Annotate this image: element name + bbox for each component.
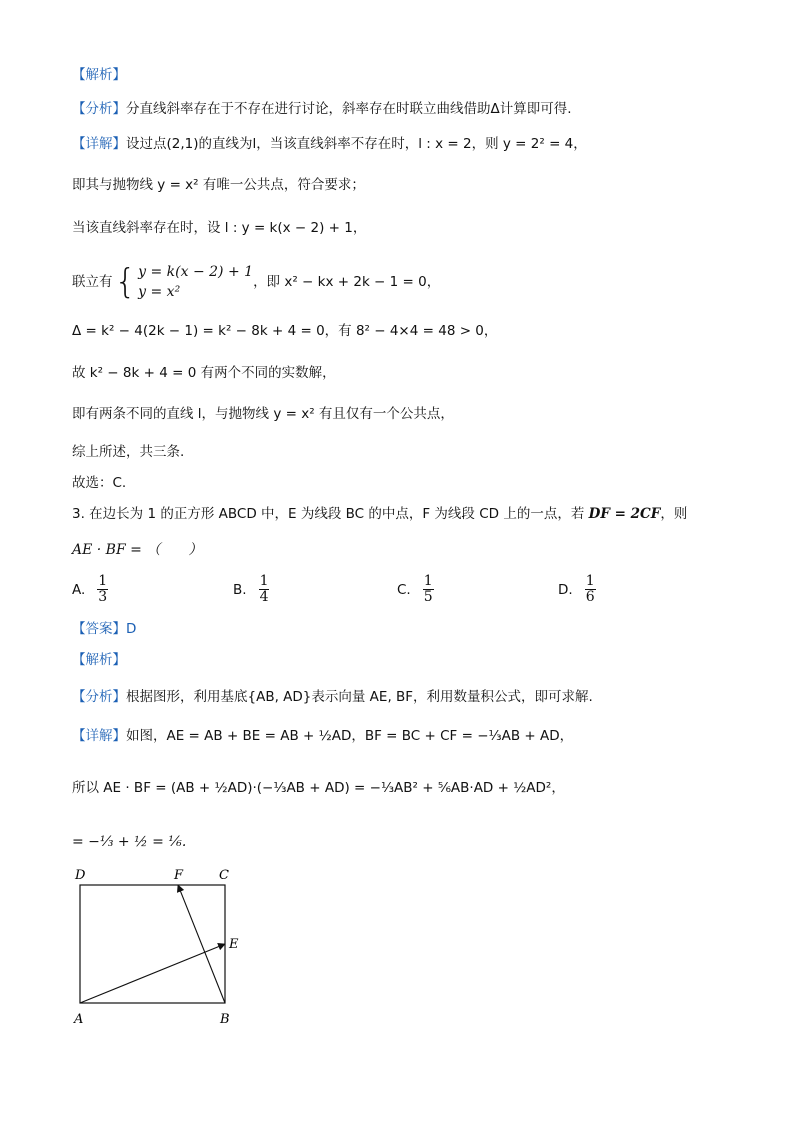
solution-line-3: 当该直线斜率存在时，设 l : y = k(x − 2) + 1， [72, 220, 367, 236]
jiexi-heading: 【解析】 [72, 67, 126, 83]
label-d: D [75, 868, 86, 883]
label-a: A [74, 1012, 84, 1027]
solution-line-9: 故选：C. [72, 475, 127, 491]
solution-line-2: 即其与抛物线 y = x² 有唯一公共点，符合要求； [72, 177, 365, 193]
option-d-fraction [585, 574, 596, 605]
option-d-den: 6 [585, 589, 595, 605]
option-c-num: 1 [423, 573, 433, 589]
option-c-den: 5 [423, 589, 433, 605]
square-abcd [80, 885, 225, 1003]
system-eq-2: y = x² [138, 284, 181, 300]
label-c: C [219, 868, 229, 883]
fenxi-label: 【分析】 [72, 101, 126, 117]
equation-system [138, 262, 253, 302]
xiangjie-paragraph [72, 135, 587, 153]
question-3-stem [72, 505, 687, 523]
xiangjie-text: 设过点(2,1)的直线为l，当该直线斜率不存在时，l : x = 2，则 y = 2² = 4， [126, 136, 587, 152]
question-3-condition: DF = 2CF [588, 506, 661, 522]
solution-line-6: 故 k² − 8k + 4 = 0 有两个不同的实数解， [72, 365, 336, 381]
q3-xiangjie-paragraph [72, 727, 573, 745]
label-b: B [220, 1012, 230, 1027]
lianli-suffix: ，即 x² − kx + 2k − 1 = 0， [253, 274, 441, 290]
answer-line: 【答案】D [72, 621, 137, 637]
option-c-fraction [423, 574, 434, 605]
question-3-stem-b: ，则 [660, 506, 688, 522]
q3-suoyi-line: 所以 AE · BF = (AB + ½AD)·(−⅓AB + AD) = −⅓AB² + ⅚AB·AD + ½AD²， [72, 780, 565, 796]
option-a [72, 574, 108, 605]
system-eq-1: y = k(x − 2) + 1 [138, 264, 254, 280]
option-d-num: 1 [585, 573, 595, 589]
option-b-den: 4 [259, 589, 269, 605]
vector-bf [178, 885, 225, 1003]
q3-xiangjie-label: 【详解】 [72, 728, 126, 744]
option-a-den: 3 [98, 589, 108, 605]
square-figure [70, 865, 270, 1030]
q3-fenxi-text: 根据图形，利用基底{AB, AD}表示向量 AE, BF，利用数量积公式，即可求解. [126, 689, 593, 705]
option-b [233, 574, 269, 605]
solution-line-system [72, 262, 440, 302]
solution-line-8: 综上所述，共三条. [72, 444, 185, 460]
brace: { [114, 262, 137, 302]
label-e: E [229, 937, 239, 952]
option-a-letter: A. [72, 581, 86, 598]
option-b-letter: B. [233, 581, 247, 598]
option-c-letter: C. [397, 581, 411, 598]
solution-line-5: Δ = k² − 4(2k − 1) = k² − 8k + 4 = 0，有 8² − 4×4 = 48 > 0， [72, 323, 498, 339]
q3-fenxi-paragraph [72, 688, 593, 706]
q3-jiexi-heading: 【解析】 [72, 652, 126, 668]
q3-result-line: = −⅓ + ½ = ⅙. [72, 834, 187, 850]
q3-xiangjie-text: 如图，AE = AB + BE = AB + ½AD，BF = BC + CF = −⅓AB + AD， [126, 728, 574, 744]
option-a-num: 1 [98, 573, 108, 589]
question-3-stem-a: 3. 在边长为 1 的正方形 ABCD 中，E 为线段 BC 的中点，F 为线段 CD 上的一点，若 [72, 506, 589, 522]
label-f: F [174, 868, 184, 883]
xiangjie-label: 【详解】 [72, 136, 126, 152]
question-3-stem-line2: AE · BF = （ ） [72, 542, 203, 558]
option-b-fraction [259, 574, 270, 605]
option-d [558, 574, 596, 605]
option-a-fraction [97, 574, 108, 605]
option-c [397, 574, 434, 605]
q3-fenxi-label: 【分析】 [72, 689, 126, 705]
option-b-num: 1 [259, 573, 269, 589]
fenxi-text: 分直线斜率存在于不存在进行讨论，斜率存在时联立曲线借助Δ计算即可得. [126, 101, 572, 117]
solution-line-7: 即有两条不同的直线 l，与抛物线 y = x² 有且仅有一个公共点， [72, 406, 454, 422]
option-d-letter: D. [558, 581, 573, 598]
vector-ae [80, 944, 225, 1003]
lianli-prefix: 联立有 [72, 274, 113, 290]
fenxi-paragraph [72, 100, 572, 118]
